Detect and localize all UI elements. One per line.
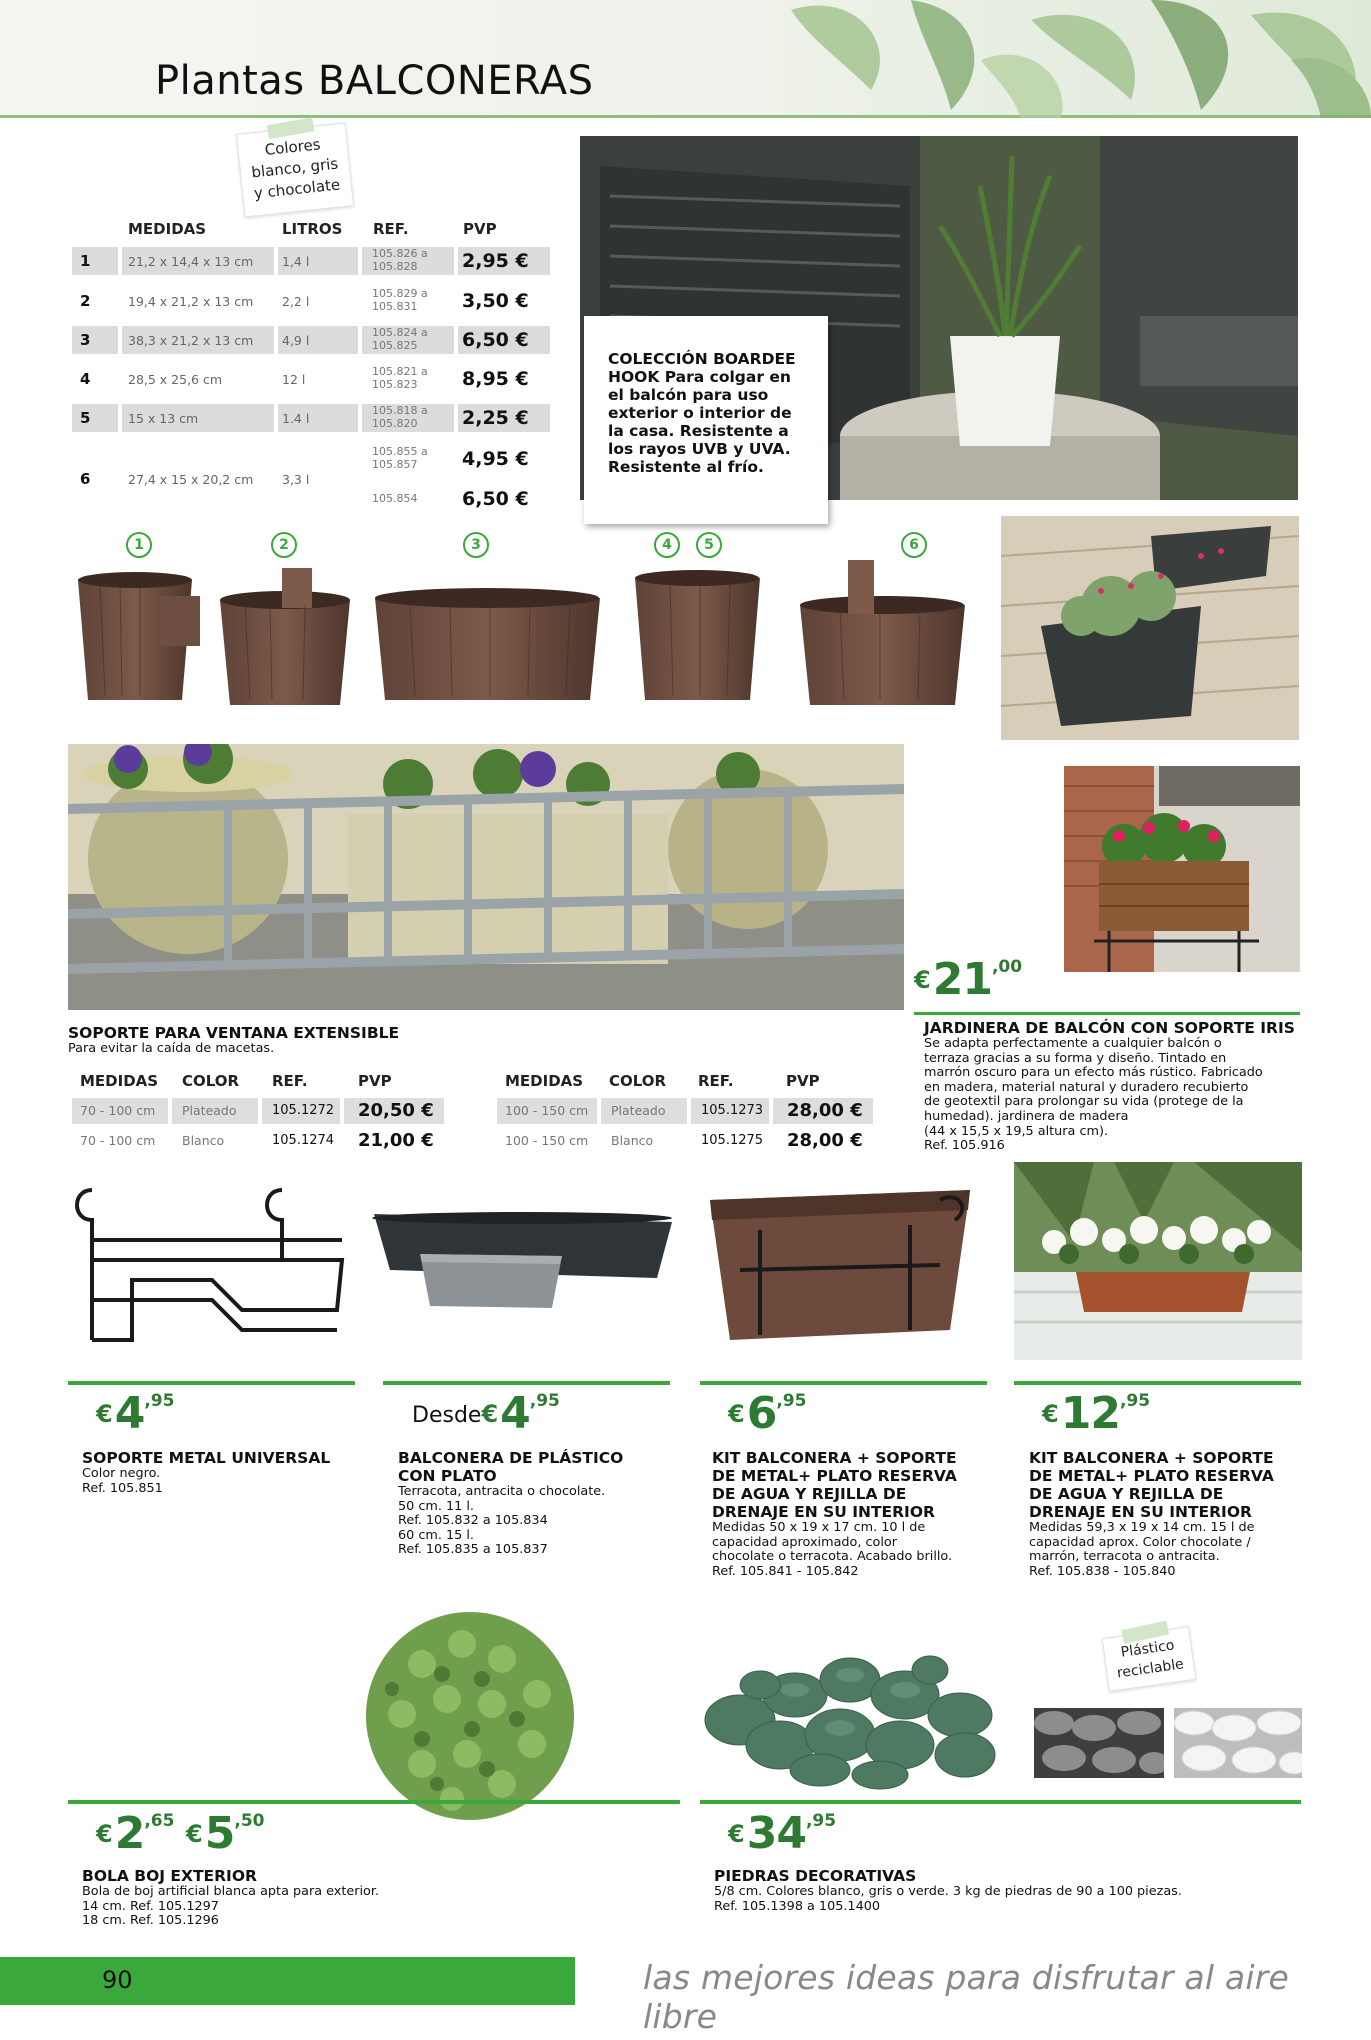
product-price <box>96 1388 174 1439</box>
row-litros: 12 l <box>282 372 306 387</box>
row-medidas: 15 x 13 cm <box>128 411 199 426</box>
support-row <box>497 1128 873 1154</box>
title-line: CON PLATO <box>398 1467 497 1485</box>
desc-line: marrón, terracota o antracita. <box>1029 1549 1220 1565</box>
price-cents: ,95 <box>144 1391 175 1411</box>
title-line: KIT BALCONERA + SOPORTE <box>1029 1449 1274 1467</box>
row-number: 1 <box>80 252 91 270</box>
desc-line: en madera, material natural y duradero recubierto <box>924 1079 1249 1095</box>
cell-color: Plateado <box>182 1103 237 1118</box>
desc-line: (44 x 15,5 x 19,5 altura cm). <box>924 1123 1109 1139</box>
iris-description <box>924 1037 1294 1154</box>
currency: € <box>96 1820 113 1848</box>
pot-number-3: 3 <box>463 532 489 558</box>
title-line: SOPORTE METAL UNIVERSAL <box>82 1449 331 1467</box>
product-title <box>398 1449 623 1485</box>
price-int: 4 <box>500 1388 530 1439</box>
piedras-description <box>714 1885 1182 1914</box>
note-line: Colores <box>263 135 322 159</box>
row-litros: 3,3 l <box>282 472 310 487</box>
table-header-litros: LITROS <box>282 220 343 238</box>
title-line: DE METAL+ PLATO RESERVA <box>1029 1467 1274 1485</box>
bola-boj-description <box>82 1885 379 1929</box>
desc-line: Ref. 105.832 a 105.834 <box>398 1513 548 1529</box>
row-medidas: 27,4 x 15 x 20,2 cm <box>128 472 254 487</box>
currency: € <box>728 1400 745 1428</box>
title-line: DRENAJE EN SU INTERIOR <box>712 1503 935 1521</box>
row-pvp: 2,95 € <box>462 250 529 272</box>
row-medidas: 38,3 x 21,2 x 13 cm <box>128 333 254 348</box>
pot-number-6: 6 <box>901 532 927 558</box>
desc-line: Bola de boj artificial blanca apta para exterior. <box>82 1884 380 1899</box>
row-ref: 105.826 a 105.828 <box>372 247 428 273</box>
table-row <box>72 285 550 317</box>
product-description <box>398 1485 605 1558</box>
note-line: blanco, gris <box>250 154 340 182</box>
kit-terracota-photo <box>1014 1162 1302 1360</box>
table-header-medidas: MEDIDAS <box>128 220 207 238</box>
footer-slogan: las mejores ideas para disfrutar al aire libre <box>643 1958 1289 2036</box>
product-description <box>82 1467 163 1496</box>
desc-line: 60 cm. 15 l. <box>398 1527 474 1543</box>
iris-price <box>914 954 1022 1005</box>
cell-medidas: 100 - 150 cm <box>505 1133 589 1148</box>
kit-brown-image <box>700 1170 980 1350</box>
support-row <box>497 1098 873 1124</box>
support-header-color: COLOR <box>609 1072 667 1090</box>
support-header-ref: REF. <box>272 1072 308 1090</box>
price-cents: ,95 <box>529 1391 560 1411</box>
row-number: 4 <box>80 370 91 388</box>
note-line: y chocolate <box>253 175 341 203</box>
hanging-pot-photo <box>1001 516 1299 740</box>
row-pvp: 2,25 € <box>462 407 529 429</box>
desc-line: Se adapta perfectamente a cualquier balcón o <box>924 1036 1222 1051</box>
cell-pvp: 21,00 € <box>358 1130 434 1151</box>
price-int: 34 <box>746 1808 806 1859</box>
product-title <box>712 1449 957 1521</box>
table-row <box>72 483 550 515</box>
green-stones-image <box>700 1640 1020 1790</box>
pots-row-image <box>70 560 970 720</box>
product-title <box>82 1449 330 1467</box>
row-ref: 105.821 a 105.823 <box>372 365 428 391</box>
page-number: 90 <box>102 1966 133 1994</box>
pot-number-5: 5 <box>696 532 722 558</box>
currency: € <box>914 966 931 994</box>
table-header-pvp: PVP <box>463 220 497 238</box>
desc-line: 5/8 cm. Colores blanco, gris o verde. 3 kg de piedras de 90 a 100 piezas. <box>714 1884 1182 1899</box>
iris-planter-photo <box>1064 766 1300 972</box>
title-line: DRENAJE EN SU INTERIOR <box>1029 1503 1252 1521</box>
row-number: 2 <box>80 292 91 310</box>
desc-line: Terracota, antracita o chocolate. <box>398 1484 606 1499</box>
row-ref: 105.818 a 105.820 <box>372 404 428 430</box>
title-line: DE AGUA Y REJILLA DE <box>1029 1485 1224 1503</box>
desc-line: marrón oscuro para un efecto más rústico. Fabricado <box>924 1065 1263 1081</box>
price-cents: ,65 <box>144 1811 175 1831</box>
desc-line: chocolate o terracota. Acabado brillo. <box>712 1549 953 1565</box>
window-support-title: SOPORTE PARA VENTANA EXTENSIBLE <box>68 1024 400 1042</box>
desc-line: capacidad aprox. Color chocolate / <box>1029 1534 1251 1550</box>
row-ref: 105.829 a 105.831 <box>372 287 428 313</box>
price-cents: ,95 <box>805 1811 837 1831</box>
bola-boj-price <box>96 1808 264 1859</box>
row-ref: 105.824 a 105.825 <box>372 326 428 352</box>
price-int: 5 <box>204 1808 235 1859</box>
footer-bar <box>0 1957 575 2005</box>
price-cents: ,50 <box>234 1811 265 1831</box>
row-medidas: 21,2 x 14,4 x 13 cm <box>128 254 254 269</box>
support-header-ref: REF. <box>698 1072 734 1090</box>
cell-pvp: 20,50 € <box>358 1100 434 1121</box>
title-line: BALCONERA DE PLÁSTICO <box>398 1449 624 1467</box>
piedras-price <box>728 1808 836 1859</box>
cell-ref: 105.1275 <box>701 1133 764 1148</box>
support-row <box>72 1098 444 1124</box>
divider <box>1014 1381 1301 1385</box>
row-litros: 2,2 l <box>282 294 310 309</box>
title-line: DE AGUA Y REJILLA DE <box>712 1485 907 1503</box>
title-line: DE METAL+ PLATO RESERVA <box>712 1467 957 1485</box>
desc-line: capacidad aproximado, color <box>712 1534 898 1550</box>
desc-line: Ref. 105.835 a 105.837 <box>398 1542 548 1558</box>
price-cents: ,95 <box>1119 1391 1151 1411</box>
price-int: 6 <box>746 1388 777 1439</box>
product-price <box>1042 1388 1150 1439</box>
bola-boj-title: BOLA BOJ EXTERIOR <box>82 1867 257 1885</box>
row-ref: 105.854 <box>372 492 418 505</box>
pot-number-4: 4 <box>654 532 680 558</box>
desc-line: de geotextil para prolongar su vida (protege de la <box>924 1094 1244 1110</box>
divider <box>914 1012 1300 1015</box>
cell-medidas: 70 - 100 cm <box>80 1103 156 1118</box>
currency: € <box>186 1820 203 1848</box>
table-row <box>72 324 550 356</box>
note-line: reciclable <box>1115 1656 1185 1682</box>
row-pvp: 4,95 € <box>462 448 529 470</box>
row-litros: 1,4 l <box>282 254 310 269</box>
support-row <box>72 1128 444 1154</box>
cell-ref: 105.1274 <box>272 1133 335 1148</box>
desc-line: Color negro. <box>82 1466 161 1481</box>
cell-medidas: 100 - 150 cm <box>505 1103 589 1118</box>
support-header-medidas: MEDIDAS <box>505 1072 584 1090</box>
cell-color: Blanco <box>182 1133 225 1148</box>
plastic-planter-image <box>372 1208 682 1318</box>
price-prefix: Desde <box>412 1403 482 1428</box>
pot-number-1: 1 <box>126 532 152 558</box>
table-row <box>72 245 550 277</box>
currency: € <box>728 1820 745 1848</box>
cell-medidas: 70 - 100 cm <box>80 1133 156 1148</box>
product-price <box>728 1388 806 1439</box>
colors-note <box>236 122 354 217</box>
support-header-pvp: PVP <box>786 1072 820 1090</box>
row-pvp: 3,50 € <box>462 290 529 312</box>
desc-line: Medidas 59,3 x 19 x 14 cm. 15 l de <box>1029 1520 1255 1535</box>
grey-stones-swatch <box>1034 1708 1164 1778</box>
desc-line: Ref. 105.916 <box>924 1138 1005 1154</box>
piedras-title: PIEDRAS DECORATIVAS <box>714 1867 917 1885</box>
table-header-ref: REF. <box>373 220 409 238</box>
product-title <box>1029 1449 1274 1521</box>
divider <box>68 1381 355 1385</box>
divider <box>700 1800 1301 1804</box>
desc-line: Ref. 105.841 - 105.842 <box>712 1563 859 1579</box>
iris-title: JARDINERA DE BALCÓN CON SOPORTE IRIS <box>924 1019 1295 1037</box>
divider <box>383 1381 670 1385</box>
product-description <box>712 1521 952 1579</box>
cell-color: Plateado <box>611 1103 666 1118</box>
note-line: Plástico <box>1119 1637 1176 1661</box>
boxwood-ball-image <box>352 1604 588 1824</box>
boardee-hook-callout: COLECCIÓN BOARDEE HOOK Para colgar en el balcón para uso exterior o interior de la casa. Resistente a los rayos UVB y UVA. Resistente al frío. <box>584 316 828 524</box>
support-header-pvp: PVP <box>358 1072 392 1090</box>
currency: € <box>96 1400 113 1428</box>
desc-line: 14 cm. Ref. 105.1297 <box>82 1898 219 1914</box>
row-number: 6 <box>80 470 91 488</box>
cell-ref: 105.1273 <box>701 1103 764 1118</box>
cell-pvp: 28,00 € <box>787 1100 863 1121</box>
cell-color: Blanco <box>611 1133 654 1148</box>
row-pvp: 8,95 € <box>462 368 529 390</box>
window-support-desc: Para evitar la caída de macetas. <box>68 1041 275 1056</box>
price-int: 21 <box>932 954 992 1005</box>
price-int: 4 <box>114 1388 145 1439</box>
price-cents: ,00 <box>991 957 1023 977</box>
window-support-photo <box>68 744 904 1010</box>
desc-line: Ref. 105.1398 a 105.1400 <box>714 1898 880 1914</box>
row-medidas: 19,4 x 21,2 x 13 cm <box>128 294 254 309</box>
row-litros: 4,9 l <box>282 333 310 348</box>
currency: € <box>481 1400 499 1428</box>
table-row <box>72 402 550 434</box>
desc-line: Medidas 50 x 19 x 17 cm. 10 l de <box>712 1520 926 1535</box>
desc-line: Ref. 105.838 - 105.840 <box>1029 1563 1176 1579</box>
desc-line: 18 cm. Ref. 105.1296 <box>82 1913 219 1929</box>
desc-line: Ref. 105.851 <box>82 1480 163 1496</box>
price-int: 12 <box>1060 1388 1120 1439</box>
metal-support-image <box>72 1180 352 1360</box>
divider <box>700 1381 987 1385</box>
desc-line: humedad). jardinera de madera <box>924 1108 1129 1124</box>
desc-line: terraza gracias a su forma y diseño. Tintado en <box>924 1050 1227 1066</box>
row-pvp: 6,50 € <box>462 329 529 351</box>
support-header-medidas: MEDIDAS <box>80 1072 159 1090</box>
leaves-decoration-icon <box>731 0 1371 118</box>
product-price <box>412 1388 560 1439</box>
row-ref: 105.855 a 105.857 <box>372 445 428 471</box>
title-line: KIT BALCONERA + SOPORTE <box>712 1449 957 1467</box>
price-int: 2 <box>114 1808 145 1859</box>
row-litros: 1.4 l <box>282 411 310 426</box>
page-title: Plantas BALCONERAS <box>155 58 594 104</box>
product-description <box>1029 1521 1254 1579</box>
row-medidas: 28,5 x 25,6 cm <box>128 372 223 387</box>
row-number: 3 <box>80 331 91 349</box>
table-row <box>72 363 550 395</box>
support-header-color: COLOR <box>182 1072 240 1090</box>
recycle-note <box>1102 1626 1197 1692</box>
cell-pvp: 28,00 € <box>787 1130 863 1151</box>
desc-line: 50 cm. 11 l. <box>398 1498 474 1514</box>
currency: € <box>1042 1400 1059 1428</box>
price-cents: ,95 <box>776 1391 807 1411</box>
cell-ref: 105.1272 <box>272 1103 335 1118</box>
row-pvp: 6,50 € <box>462 488 529 510</box>
divider <box>68 1800 680 1804</box>
white-stones-swatch <box>1174 1708 1302 1778</box>
row-number: 5 <box>80 409 91 427</box>
pot-number-2: 2 <box>271 532 297 558</box>
